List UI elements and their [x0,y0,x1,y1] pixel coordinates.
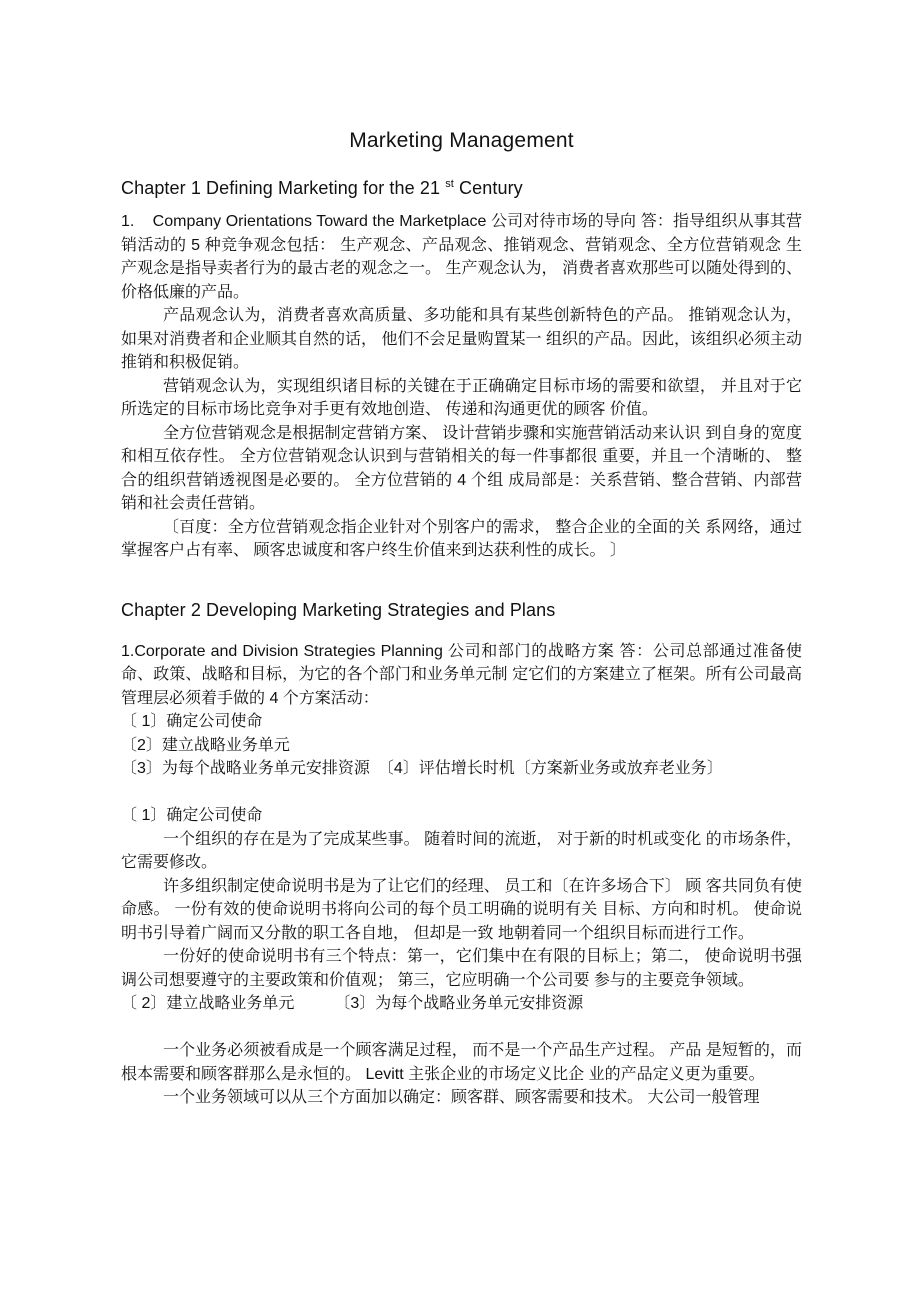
subheading-sbu-and-resources: 〔 2〕建立战略业务单元 〔3〕为每个战略业务单元安排资源 [121,995,584,1012]
chapter-2-heading: Chapter 2 Developing Marketing Strategies and Plans [121,599,556,620]
document-title: Marketing Management [349,129,574,152]
chapter-1-heading-tail: Century [453,178,523,198]
chapter-1-heading [121,177,802,200]
paragraph-mission-statement: 许多组织制定使命说明书是为了让它们的经理、 员工和〔在许多场合下〕 顾 客共同负有使命感。 一份有效的使命说明书将向公司的每个员工明确的说明有关 目标、方向和时机。 使命说明书引导着广阔而又分散的职工各自地， 但却是一致 地朝着同一个组织目标而进行工作。 [121,877,802,942]
list-item-establish-sbu: 〔2〕建立战略业务单元 [121,736,290,754]
paragraph-business-as-process: 一个业务必须被看成是一个顾客满足过程， 而不是一个产品生产过程。 产品 是短暂的，而根本需要和顾客群那么是永恒的。 Levitt 主张企业的市场定义比企 业的产品定义更为重要。 [121,1042,802,1083]
paragraph-good-mission-traits: 一份好的使命说明书有三个特点：第一，它们集中在有限的目标上；第二， 使命说明书强调公司想要遵守的主要政策和价值观； 第三，它应明确一个公司要 参与的主要竞争领域。 [121,948,802,989]
paragraph-organization-existence: 一个组织的存在是为了完成某些事。 随着时间的流逝， 对于新的时机或变化 的市场条件，它需要修改。 [121,830,802,871]
paragraph-product-concept: 产品观念认为，消费者喜欢高质量、多功能和具有某些创新特色的产品。 推销观念认为， 如果对消费者和企业顺其自然的话， 他们不会足量购置某一 组织的产品。因此，该组织必须主动推销和积极促销。 [121,307,807,371]
list-item-define-mission: 〔 1〕确定公司使命 [121,713,263,730]
chapter-1-heading-text: Chapter 1 Defining Marketing for the 21 [121,178,446,198]
paragraph-company-orientations: 1. Company Orientations Toward the Marketplace 公司对待市场的导向 答：指导组织从事其营销活动的 5 种竞争观念包括： 生产观念、产品观念、推销观念、营销观念、全方位营销观念 生产观念是指导卖者行为的最古老的观念之一。 生产观念认为， 消费者喜欢那些可以随处得到的、价格低廉的产品。 [121,213,802,301]
ordinal-superscript: st [445,178,454,190]
paragraph-holistic-marketing: 全方位营销观念是根据制定营销方案、 设计营销步骤和实施营销活动来认识 到自身的宽度和相互依存性。 全方位营销观念认识到与营销相关的每一件事都很 重要，并且一个清晰的、 整合的组织营销透视图是必要的。 全方位营销的 4 个组 成局部是：关系营销、整合营销、内部营销和社会责任营销。 [121,424,802,512]
paragraph-baidu-note: 〔百度：全方位营销观念指企业针对个别客户的需求， 整合企业的全面的关 系网络，通过掌握客户占有率、 顾客忠诚度和客户终生价值来到达获利性的成长。 〕 [121,518,802,559]
document-content [121,0,807,1110]
paragraph-corporate-division-planning: 1.Corporate and Division Strategies Planning 公司和部门的战略方案 答：公司总部通过准备使命、政策、战略和目标，为它的各个部门和业务单元制 定它们的方案建立了框架。所有公司最高管理层必须着手做的 4 个方案活动： [121,642,802,707]
paragraph-business-domain: 一个业务领域可以从三个方面加以确定：顾客群、顾客需要和技术。 大公司一般管理 [163,1089,760,1106]
paragraph-marketing-concept: 营销观念认为，实现组织诸目标的关键在于正确确定目标市场的需要和欲望， 并且对于它所选定的目标市场比竞争对手更有效地创造、 传递和沟通更优的顾客 价值。 [121,377,802,418]
subheading-define-mission: 〔 1〕确定公司使命 [121,807,263,824]
list-item-assign-resources: 〔3〕为每个战略业务单元安排资源 〔4〕评估增长时机〔方案新业务或放弃老业务〕 [121,760,723,777]
